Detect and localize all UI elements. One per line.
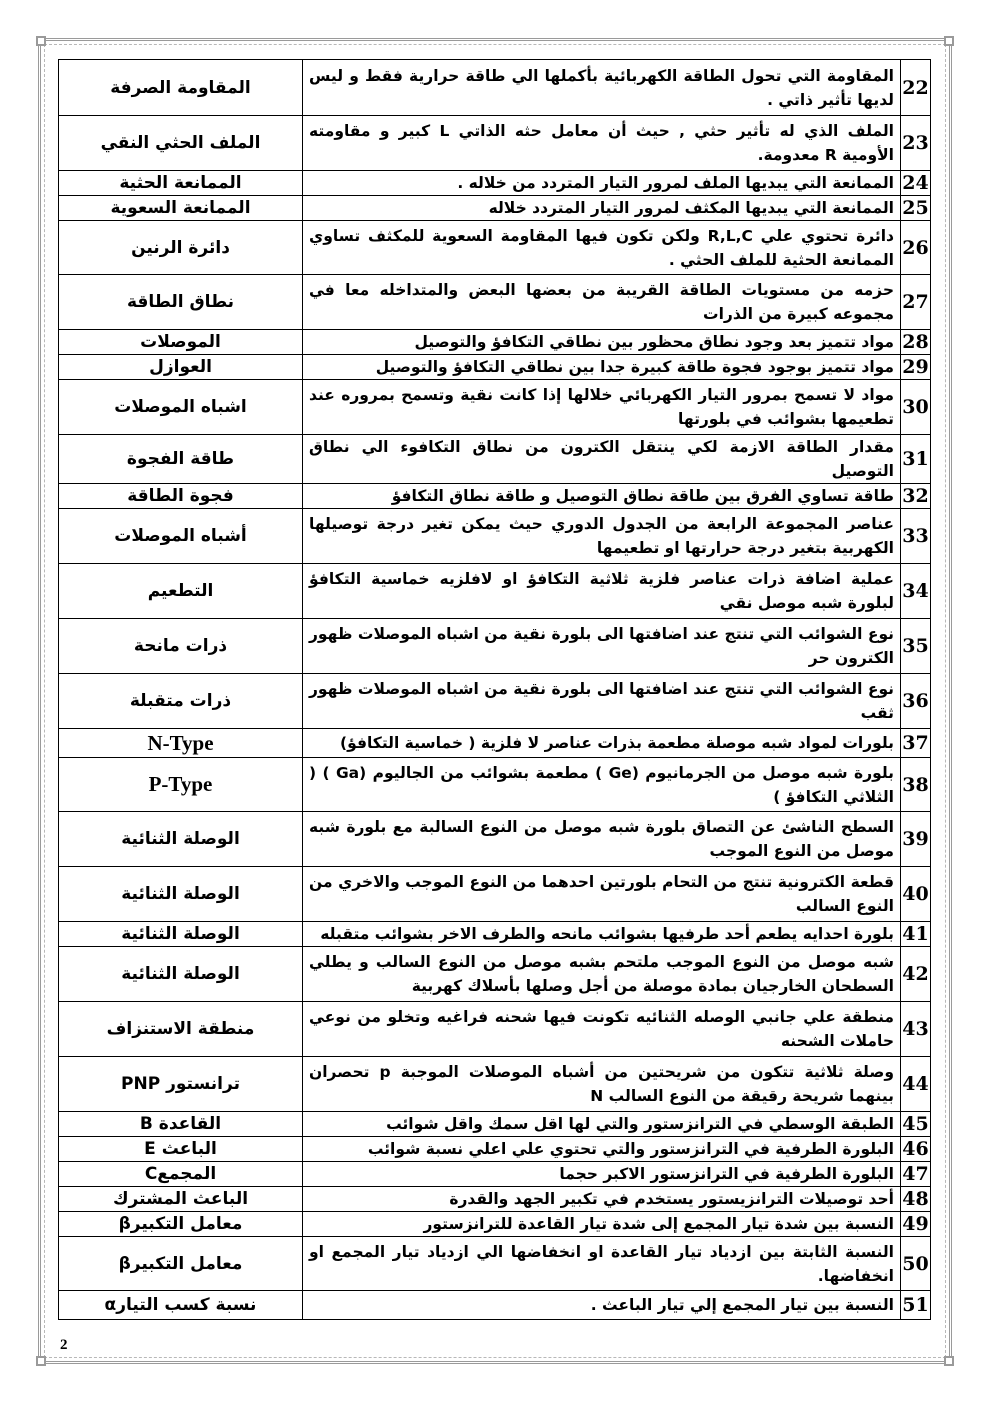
row-number: 29	[902, 356, 929, 378]
row-number: 44	[901, 1057, 931, 1112]
row-definition: عملية اضافة ذرات عناصر فلزية ثلاثية التكافؤ او لافلزيه خماسية التكافؤ لبلورة شبه موصل نقي	[303, 564, 901, 619]
row-number: 22	[901, 60, 931, 116]
row-number: 32	[902, 485, 929, 507]
row-number: 46	[902, 1138, 929, 1160]
table-row	[59, 1291, 931, 1320]
table-row	[59, 758, 931, 812]
table-row	[59, 564, 931, 619]
table-row	[59, 812, 931, 867]
row-number: 26	[901, 221, 931, 275]
row-definition: طاقة تساوي الفرق بين طاقة نطاق التوصيل و طاقة نطاق التكافؤ	[303, 484, 901, 509]
row-definition: نوع الشوائب التي تنتج عند اضافتها الى بلورة نقية من اشباه الموصلات ظهور ثقب	[303, 674, 901, 729]
row-definition: شبه موصل من النوع الموجب ملتحم بشبه موصل من النوع السالب و يطلي السطحان الخارجيان بمادة موصلة من أجل وصلها بأسلاك كهربية	[303, 947, 901, 1002]
row-number: 39	[901, 812, 931, 867]
row-term: الملف الحثي النقي	[59, 116, 303, 171]
row-definition: مواد لا تسمح بمرور التيار الكهربائي خلالها إذا كانت نقية وتسمح بمروره عند تطعيمها بشوائب في بلورتها	[303, 380, 901, 435]
row-number: 37	[901, 729, 931, 758]
row-definition: البلورة الطرفية في الترانزستور والتي تحتوي علي اعلي نسبة شوائب	[303, 1137, 901, 1162]
table-row	[59, 1112, 931, 1137]
table-row	[59, 116, 931, 171]
row-number: 33	[901, 509, 931, 564]
table-row	[59, 922, 931, 947]
row-term: اشباه الموصلات	[59, 380, 303, 435]
row-number: 31	[901, 435, 931, 484]
table-row	[59, 435, 931, 484]
row-number: 48	[902, 1188, 929, 1210]
row-number: 25	[902, 197, 929, 219]
table-row	[59, 330, 931, 355]
row-term: الموصلات	[59, 330, 303, 355]
row-term: الوصلة الثنائية	[59, 922, 303, 947]
table-row	[59, 355, 931, 380]
row-definition: حزمه من مستويات الطاقة القريبة من بعضها البعض والمتداخله معا في مجموعه كبيرة من الذرات	[303, 275, 901, 330]
row-definition: الطبقة الوسطي في الترانزستور والتي لها اقل سمك واقل شوائب	[303, 1112, 901, 1137]
table-row	[59, 1187, 931, 1212]
row-definition: الممانعة التي يبديها الملف لمرور التيار المتردد من خلاله .	[303, 171, 901, 196]
row-definition: بلورة احدايه يطعم أحد طرفيها بشوائب مانحه والطرف الاخر بشوائب متقبله	[303, 922, 901, 947]
row-definition: عناصر المجموعة الرابعة من الجدول الدوري حيث يمكن تغير درجة توصيلها الكهربية بتغير درجة حرارتها او تطعيمها	[303, 509, 901, 564]
table-row	[59, 509, 931, 564]
row-definition: بلورات لمواد شبه موصلة مطعمة بذرات عناصر لا فلزية ( خماسية التكافؤ)	[303, 729, 901, 758]
table-row	[59, 1057, 931, 1112]
row-definition: نوع الشوائب التي تنتج عند اضافتها الى بلورة نقية من اشباه الموصلات ظهور الكترون حر	[303, 619, 901, 674]
row-definition: السطح الناشئ عن التصاق بلورة شبه موصل من النوع السالبة مع بلورة شبه موصل من النوع الموجب	[303, 812, 901, 867]
row-term: المقاومة الصرفة	[59, 60, 303, 116]
row-term: الوصلة الثنائية	[59, 812, 303, 867]
row-term: العوازل	[59, 355, 303, 380]
row-term: التطعيم	[59, 564, 303, 619]
table-row	[59, 1002, 931, 1057]
table-row	[59, 674, 931, 729]
row-term: معامل التكبيرβ	[59, 1237, 303, 1291]
table-row	[59, 1137, 931, 1162]
row-term: فجوة الطاقة	[59, 484, 303, 509]
row-term: الوصلة الثنائية	[59, 947, 303, 1002]
row-term: دائرة الرنين	[59, 221, 303, 275]
table-row	[59, 1162, 931, 1187]
row-term: القاعدة B	[59, 1112, 303, 1137]
row-definition: البلورة الطرفية في الترانزستور الاكبر حجما	[303, 1162, 901, 1187]
page-number: 2	[60, 1337, 68, 1353]
table-row	[59, 60, 931, 116]
row-definition: النسبة الثابتة بين ازدياد تيار القاعدة او انخفاضها الي ازدياد تيار المجمع او انخفاضها.	[303, 1237, 901, 1291]
row-number: 38	[901, 758, 931, 812]
row-term: طاقة الفجوة	[59, 435, 303, 484]
table-row	[59, 1237, 931, 1291]
row-number: 36	[901, 674, 931, 729]
row-term: الباعث المشترك	[59, 1187, 303, 1212]
row-term: الباعث E	[59, 1137, 303, 1162]
table-row	[59, 619, 931, 674]
table-row	[59, 275, 931, 330]
row-number: 23	[901, 116, 931, 171]
corner-ornament	[944, 36, 954, 46]
row-number: 42	[901, 947, 931, 1002]
row-term: الممانعة السعوية	[59, 196, 303, 221]
row-number: 51	[901, 1291, 931, 1320]
row-definition: المقاومة التي تحول الطاقة الكهربائية بأكملها الي طاقة حرارية فقط و ليس لديها تأثير ذاتي .	[303, 60, 901, 116]
table-row	[59, 867, 931, 922]
row-number: 50	[901, 1237, 931, 1291]
row-definition: منطقة علي جانبي الوصله الثنائيه تكونت فيها شحنه فراغيه وتخلو من نوعي حاملات الشحنه	[303, 1002, 901, 1057]
table-row	[59, 380, 931, 435]
row-definition: مواد تتميز بعد وجود نطاق محظور بين نطاقي التكافؤ والتوصيل	[303, 330, 901, 355]
row-term: منطقة الاستنزاف	[59, 1002, 303, 1057]
row-number: 40	[901, 867, 931, 922]
row-definition: مواد تتميز بوجود فجوة طاقة كبيرة جدا بين نطاقي التكافؤ والتوصيل	[303, 355, 901, 380]
corner-ornament	[36, 36, 46, 46]
row-number: 30	[901, 380, 931, 435]
table-row	[59, 484, 931, 509]
row-term: ذرات متقبلة	[59, 674, 303, 729]
row-term: ترانستور PNP	[59, 1057, 303, 1112]
row-definition: أحد توصيلات الترانزيستور يستخدم في تكبير الجهد والقدرة	[303, 1187, 901, 1212]
row-number: 45	[902, 1113, 929, 1135]
row-definition: قطعة الكترونية تنتج من التحام بلورتين احدهما من النوع الموجب والاخري من النوع السالب	[303, 867, 901, 922]
row-term: نطاق الطاقة	[59, 275, 303, 330]
row-number: 35	[901, 619, 931, 674]
table-row	[59, 196, 931, 221]
row-number: 34	[901, 564, 931, 619]
row-number: 49	[902, 1213, 929, 1235]
row-term: نسبة كسب التيارα	[59, 1291, 303, 1320]
definitions-table	[58, 59, 931, 1320]
row-term: ذرات مانحة	[59, 619, 303, 674]
row-definition: دائرة تحتوي علي R,L,C ولكن تكون فيها المقاومة السعوية للمكثف تساوي الممانعة الحثية للملف الحثي .	[303, 221, 901, 275]
row-definition: النسبة بين شدة تيار المجمع إلى شدة تيار القاعدة للترانزستور	[303, 1212, 901, 1237]
row-term: N-Type	[59, 729, 303, 758]
table-row	[59, 947, 931, 1002]
row-term: الممانعة الحثية	[59, 171, 303, 196]
row-term: معامل التكبيرβ	[59, 1212, 303, 1237]
row-number: 24	[902, 172, 929, 194]
row-number: 47	[902, 1163, 929, 1185]
row-term: P-Type	[59, 758, 303, 812]
row-term: المجمعC	[59, 1162, 303, 1187]
corner-ornament	[36, 1356, 46, 1366]
row-definition: بلورة شبه موصل من الجرمانيوم (Ge ) مطعمة بشوائب من الجاليوم (Ga ) ( الثلاثي التكافؤ )	[303, 758, 901, 812]
row-definition: الملف الذي له تأثير حثي , حيث أن معامل حثه الذاتي L كبير و مقاومته الأومية R معدومة.	[303, 116, 901, 171]
row-term: الوصلة الثنائية	[59, 867, 303, 922]
corner-ornament	[944, 1356, 954, 1366]
table-row	[59, 729, 931, 758]
row-definition: وصلة ثلاثية تتكون من شريحتين من أشباه الموصلات الموجبة p تحصران بينهما شريحة رقيقة من النوع السالب N	[303, 1057, 901, 1112]
row-definition: الممانعة التي يبديها المكثف لمرور التيار المتردد خلاله	[303, 196, 901, 221]
row-number: 27	[901, 275, 931, 330]
row-definition: مقدار الطاقة الازمة لكي ينتقل الكترون من نطاق التكافوء الي نطاق التوصيل	[303, 435, 901, 484]
row-number: 41	[902, 923, 929, 945]
row-definition: النسبة بين تيار المجمع إلي تيار الباعث .	[303, 1291, 901, 1320]
row-term: أشباه الموصلات	[59, 509, 303, 564]
table-row	[59, 1212, 931, 1237]
table-row	[59, 221, 931, 275]
table-row	[59, 171, 931, 196]
row-number: 28	[902, 331, 929, 353]
row-number: 43	[901, 1002, 931, 1057]
